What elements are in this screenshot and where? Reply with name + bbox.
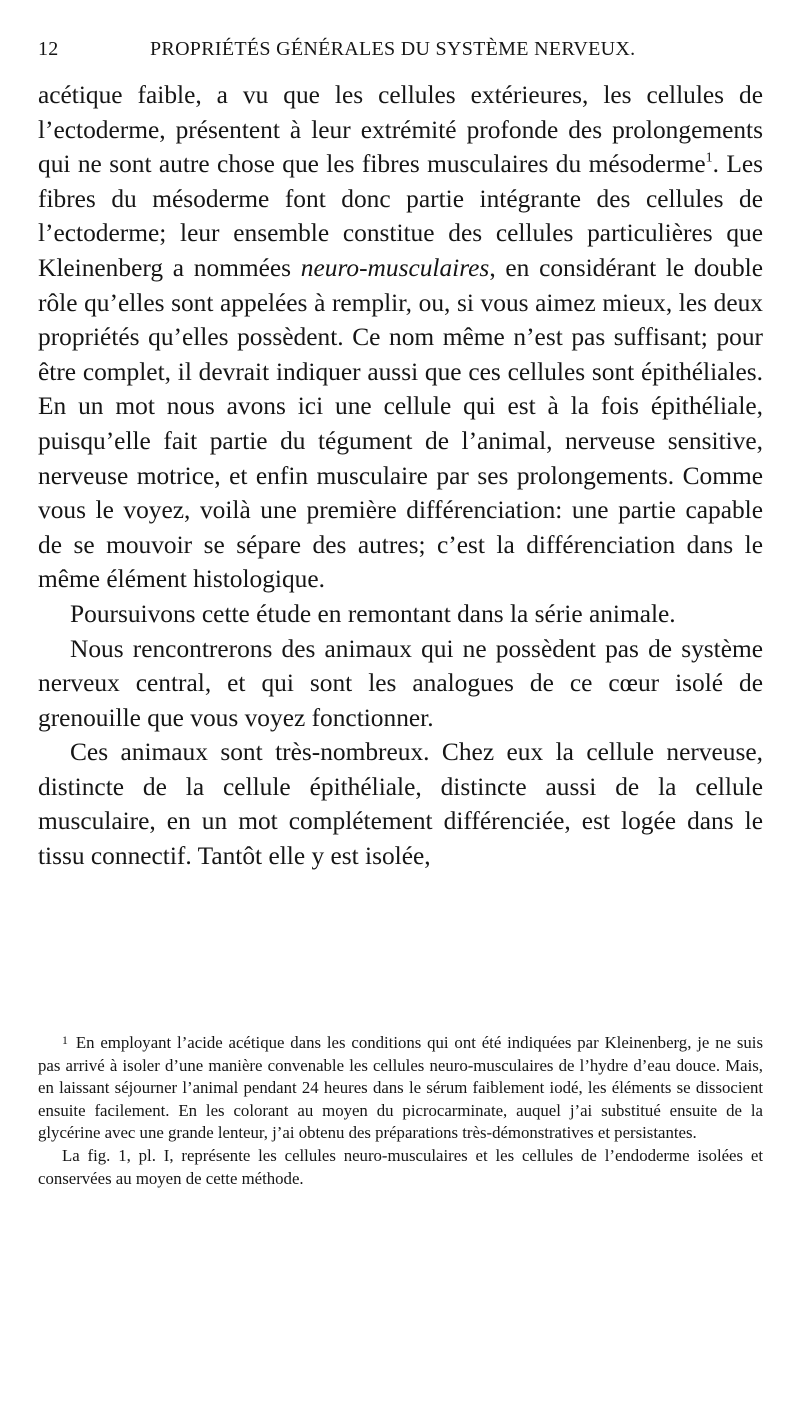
paragraph-4: Ces animaux sont très-nombreux. Chez eux la cellule nerveuse, distincte de la cellule épithéliale, distincte aussi de la cellule musculaire, en un mot complétement différenciée, est logée dans le tissu connectif. Tantôt elle y est isolée, <box>38 738 763 871</box>
paragraph-1-part-c: , en considérant le double rôle qu’elles sont appelées à remplir, ou, si vous aimez mieux, les deux propriétés qu’elles possèdent. Ce nom même n’est pas suffisant; pour être complet, il devrait indiquer aussi que ces cellules sont épithéliales. En un mot nous avons ici une cellule qui est à la fois épithéliale, puisqu’elle fait partie du tégument de l’animal, nerveuse sensitive, nerveuse motrice, et enfin musculaire par ses prolongements. Comme vous le voyez, voilà une première différenciation: une partie capable de se mouvoir se sépare des autres; c’est la différenciation dans le même élément histologique. <box>38 253 764 594</box>
paragraph-2: Poursuivons cette étude en remontant dans la série animale. <box>70 599 676 628</box>
paragraph-1-part-b: . Les fibres du mésoderme font donc partie intégrante des cellules de l’ectoderme; leur ensemble constitue des cellules particulières que Kleinenberg a nommées <box>38 150 763 282</box>
paragraph-1-part-a: acétique faible, a vu que les cellules extérieures, les cellules de l’ectoderme, présentent à leur extrémité profonde des prolongements qui ne sont autre chose que les fibres musculaires du mésoderme <box>38 81 763 179</box>
footnotes <box>38 1030 763 1190</box>
footnote-1-text: En employant l’acide acétique dans les conditions qui ont été indiquées par Kleinenberg, je ne suis pas arrivé à isoler d’une manière convenable les cellules neuro-musculaires de l’hydre d’eau douce. Mais, en laissant séjourner l’animal pendant 24 heures dans le sérum faiblement iodé, les éléments se dissocient ensuite facilement. En les colorant au moyen du picrocarminate, auquel j’ai substitué ensuite de la glycérine avec une grande lenteur, j’ai obtenu des préparations très-démonstratives et persistantes. <box>38 1033 763 1143</box>
main-text <box>38 78 763 874</box>
italic-term: neuro-musculaires <box>300 253 490 282</box>
running-head-title: PROPRIÉTÉS GÉNÉRALES DU SYSTÈME NERVEUX. <box>150 38 636 60</box>
paragraph-1 <box>38 78 763 597</box>
footnote-1 <box>38 1030 763 1145</box>
paragraph-3: Nous rencontrerons des animaux qui ne possèdent pas de système nerveux central, et qui sont les analogues de ce cœur isolé de grenouille que vous voyez fonctionner. <box>38 634 763 732</box>
running-head <box>38 38 760 70</box>
page-number: 12 <box>38 38 59 60</box>
footnote-1-continuation: La fig. 1, pl. I, représente les cellules neuro-musculaires et les cellules de l’endoderme isolées et conservées au moyen de cette méthode. <box>38 1146 763 1188</box>
footnote-marker: 1 <box>62 1034 68 1047</box>
footnote-reference: 1 <box>705 150 713 166</box>
